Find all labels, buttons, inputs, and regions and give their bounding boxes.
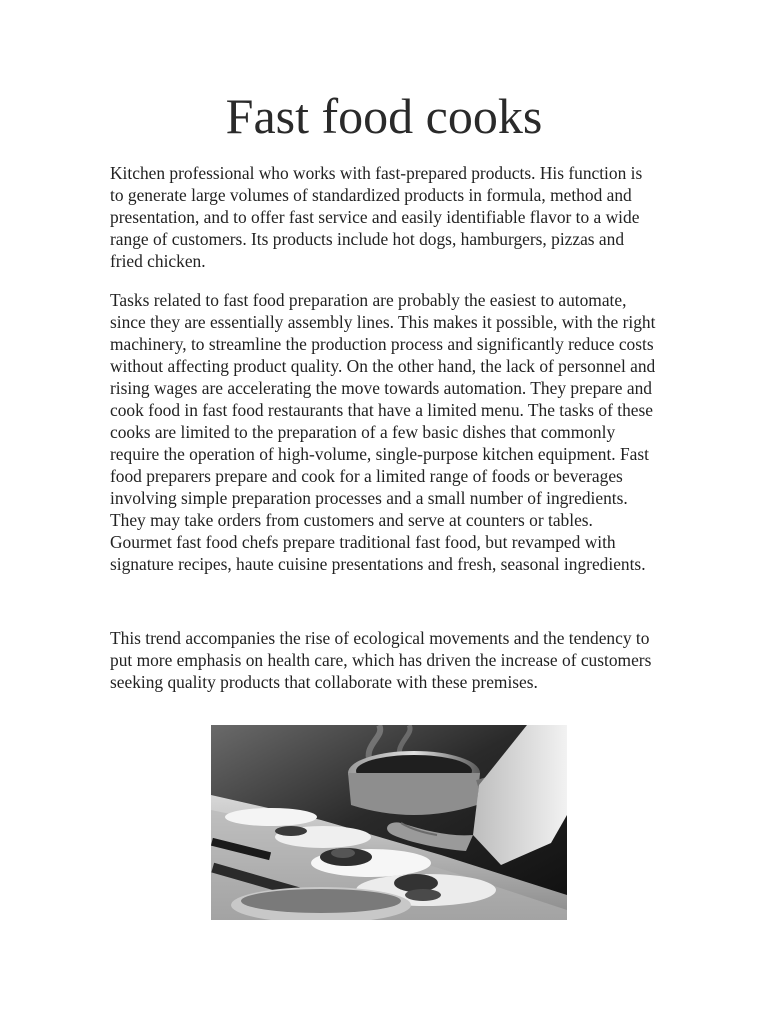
- page-title: Fast food cooks: [225, 88, 543, 144]
- paragraph-trend: This trend accompanies the rise of ecological movements and the tendency to put more emphasis on health care, which has driven the increase of customers seeking quality products that collaborate with these premises.: [110, 628, 652, 692]
- paragraph-intro: Kitchen professional who works with fast-prepared products. His function is to generate large volumes of standardized products in formula, method and presentation, and to offer fast service and easily identifiable flavor to a wide range of customers. Its products include hot dogs, hamburgers, pizzas and fried chicken.: [110, 163, 643, 271]
- kitchen-photo: [211, 725, 567, 920]
- paragraph-automation: Tasks related to fast food preparation are probably the easiest to automate, since they are essentially assembly lines. This makes it possible, with the right machinery, to streamline the production process and significantly reduce costs without affecting product quality. On the other hand, the lack of personnel and rising wages are accelerating the move towards automation. They prepare and cook food in fast food restaurants that have a limited menu. The tasks of these cooks are limited to the preparation of a few basic dishes that commonly require the operation of high-volume, single-purpose kitchen equipment. Fast food preparers prepare and cook for a limited range of foods or beverages involving simple preparation processes and a small number of ingredients. They may take orders from customers and serve at counters or tables. Gourmet fast food chefs prepare traditional fast food, but revamped with signature recipes, haute cuisine presentations and fresh, seasonal ingredients.: [110, 290, 656, 574]
